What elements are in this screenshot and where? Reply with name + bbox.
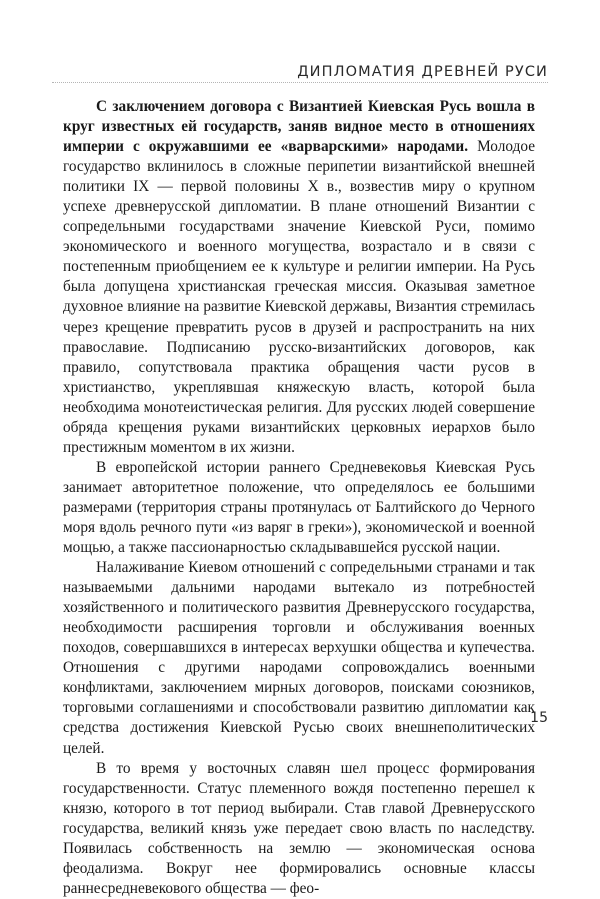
body-text [63,97,535,899]
paragraph-text: Молодое государство вклинилось в сложные перипетии византийской внешней политики IX — первой половины X в., возвестив миру о крупном успехе древнерусской дипломатии. В плане отношений Византии с сопредельными государствами значение Киевской Руси, помимо экономического и военного могущества, возрастало и в связи с постепенным приобщением ее к культуре и религии империи. На Русь была допущена христианская греческая миссия. Оказывая заметное духовное влияние на развитие Киевской державы, Византия стремилась через крещение превратить русов в друзей и распространить на них православие. Подписанию русско-византийских договоров, как правило, сопутствовала практика обращения части русов в христианство, укреплявшая княжескую власть, которой была необходима монотеистическая религия. Для русских людей совершение обряда крещения руками византийских церковных иерархов было престижным моментом в их жизни. [63,138,535,456]
page-number: 15 [530,710,548,726]
paragraph-text: Налаживание Киевом отношений с сопредельными странами и так называемыми дальними народами вытекало из потребностей хозяйственного и политического развития Древнерусского государства, необходимости расширения торговли и обслуживания военных походов, совершавшихся в интересах верхушки общества и купечества. Отношения с другими народами сопровождались военными конфликтами, заключением мирных договоров, поисками союзников, торговыми соглашениями и способствовали развитию дипломатии как средства достижения Киевской Русью своих внешнеполитических целей. [63,559,535,757]
paragraph-text: В то время у восточных славян шел процесс формирования государственности. Статус племенного вождя постепенно перешел к князю, которого в тот период выбирали. Став главой Древнерусского государства, великий князь уже передает свою власть по наследству. Появилась собственность на землю — экономическая основа феодализма. Вокруг нее формировались основные классы раннесредневекового общества — фео- [63,759,535,897]
running-head: ДИПЛОМАТИЯ ДРЕВНЕЙ РУСИ [297,64,548,80]
paragraph [63,558,535,758]
paragraph-bold-lead: С заключением договора с Византией Киевская Русь вошла в круг известных ей государств, заняв видное место в отношениях империи с окружавшими ее «варварскими» народами. [63,98,535,156]
paragraph [63,458,535,558]
header-dotted-rule [52,82,548,83]
paragraph [63,759,535,899]
paragraph [63,97,535,458]
paragraph-text: В европейской истории раннего Средневековья Киевская Русь занимает авторитетное положение, что определялось ее большими размерами (территория страны протянулась от Балтийского до Черного моря вдоль речного пути «из варяг в греки»), экономической и военной мощью, а также пассионарностью складывавшейся русской нации. [63,458,535,557]
